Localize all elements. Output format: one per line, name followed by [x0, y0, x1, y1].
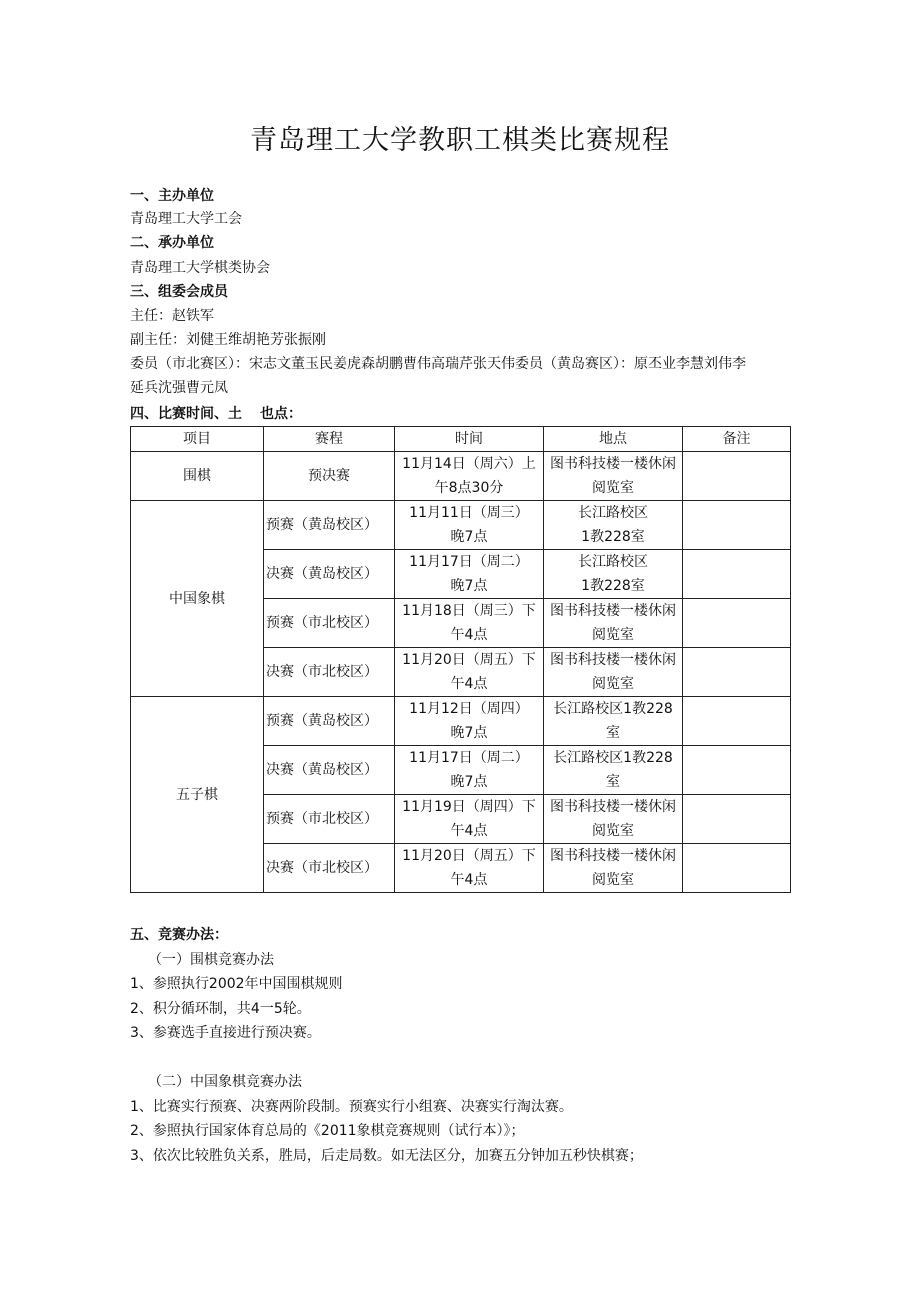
place-line1: 图书科技楼一楼休闲	[550, 799, 676, 815]
stage-cell: 决赛（黄岛校区）	[264, 550, 395, 599]
time-line1: 11月19日（周四）下	[402, 799, 536, 815]
remark-cell	[683, 844, 791, 893]
time-cell	[395, 501, 544, 550]
place-line2: 阅览室	[592, 823, 634, 839]
place-line2: 阅览室	[592, 480, 634, 496]
weiqi-rules-title: （一）围棋竞赛办法	[148, 952, 274, 968]
time-line2: 午8点30分	[434, 480, 504, 496]
time-cell	[395, 648, 544, 697]
header-remark: 备注	[683, 427, 791, 452]
place-cell	[544, 697, 683, 746]
place-line1: 图书科技楼一楼休闲	[550, 652, 676, 668]
place-cell	[544, 501, 683, 550]
section-4-heading-part2: 也点：	[260, 406, 302, 422]
header-project: 项目	[131, 427, 264, 452]
header-stage: 赛程	[264, 427, 395, 452]
section-1-content: 青岛理工大学工会	[130, 211, 242, 227]
place-cell	[544, 844, 683, 893]
place-line2: 阅览室	[592, 872, 634, 888]
stage-cell: 决赛（市北校区）	[264, 844, 395, 893]
place-cell	[544, 452, 683, 501]
place-line1: 图书科技楼一楼休闲	[550, 603, 676, 619]
time-line1: 11月20日（周五）下	[402, 848, 536, 864]
section-5-heading: 五、竞赛办法：	[130, 927, 228, 943]
time-line1: 11月14日（周六）上	[402, 456, 536, 472]
time-line1: 11月20日（周五）下	[402, 652, 536, 668]
time-cell	[395, 599, 544, 648]
table-header-row	[131, 427, 791, 452]
time-line2: 晚7点	[450, 774, 488, 790]
place-cell	[544, 648, 683, 697]
xiangqi-rule-2: 2、参照执行国家体育总局的《2011象棋竞赛规则（试行本）》；	[130, 1123, 525, 1139]
place-line2: 1教228室	[581, 578, 645, 594]
remark-cell	[683, 697, 791, 746]
remark-cell	[683, 795, 791, 844]
stage-cell: 预决赛	[264, 452, 395, 501]
table-row	[131, 501, 791, 550]
stage-cell: 预赛（市北校区）	[264, 795, 395, 844]
section-4-heading-part1: 四、比赛时间、土	[130, 406, 242, 422]
place-line2: 阅览室	[592, 676, 634, 692]
place-line1: 长江路校区	[578, 554, 648, 570]
place-line1: 长江路校区	[578, 505, 648, 521]
section-4-heading	[130, 404, 302, 424]
time-line2: 晚7点	[450, 725, 488, 741]
section-2-heading: 二、承办单位	[130, 235, 214, 251]
header-place: 地点	[544, 427, 683, 452]
place-line2: 阅览室	[592, 627, 634, 643]
time-cell	[395, 795, 544, 844]
time-cell	[395, 746, 544, 795]
time-cell	[395, 550, 544, 599]
stage-cell: 预赛（黄岛校区）	[264, 697, 395, 746]
xiangqi-rules-title: （二）中国象棋竞赛办法	[148, 1074, 302, 1090]
time-line1: 11月11日（周三）	[409, 505, 529, 521]
project-xiangqi: 中国象棋	[131, 501, 264, 697]
committee-members-line2: 延兵沈强曹元凤	[130, 380, 228, 396]
header-time: 时间	[395, 427, 544, 452]
committee-vice-directors: 副主任：刘健王维胡艳芳张振刚	[130, 332, 326, 348]
place-line1: 长江路校区1教228	[553, 701, 673, 717]
xiangqi-rule-1: 1、比赛实行预赛、决赛两阶段制。预赛实行小组赛、决赛实行淘汰赛。	[130, 1099, 573, 1115]
time-line2: 午4点	[450, 823, 488, 839]
time-line1: 11月17日（周二）	[409, 750, 529, 766]
time-cell	[395, 452, 544, 501]
remark-cell	[683, 501, 791, 550]
section-3-heading: 三、组委会成员	[130, 284, 228, 300]
stage-cell: 预赛（黄岛校区）	[264, 501, 395, 550]
time-line2: 午4点	[450, 872, 488, 888]
time-line1: 11月18日（周三）下	[402, 603, 536, 619]
place-line2: 室	[606, 725, 620, 741]
table-row	[131, 697, 791, 746]
time-line2: 晚7点	[450, 578, 488, 594]
time-line1: 11月17日（周二）	[409, 554, 529, 570]
place-cell	[544, 746, 683, 795]
project-wuziqi: 五子棋	[131, 697, 264, 893]
stage-cell: 决赛（黄岛校区）	[264, 746, 395, 795]
place-line1: 长江路校区1教228	[553, 750, 673, 766]
remark-cell	[683, 599, 791, 648]
time-cell	[395, 697, 544, 746]
place-cell	[544, 599, 683, 648]
table-row	[131, 452, 791, 501]
time-line1: 11月12日（周四）	[409, 701, 529, 717]
section-2-content: 青岛理工大学棋类协会	[130, 260, 270, 276]
weiqi-rule-2: 2、积分循环制，共4一5轮。	[130, 1001, 311, 1017]
remark-cell	[683, 550, 791, 599]
page-title: 青岛理工大学教职工棋类比赛规程	[250, 125, 670, 156]
place-line1: 图书科技楼一楼休闲	[550, 848, 676, 864]
schedule-table	[130, 426, 791, 893]
stage-cell: 决赛（市北校区）	[264, 648, 395, 697]
time-line2: 午4点	[450, 627, 488, 643]
weiqi-rule-1: 1、参照执行2002年中国围棋规则	[130, 976, 343, 992]
place-cell	[544, 795, 683, 844]
weiqi-rule-3: 3、参赛选手直接进行预决赛。	[130, 1025, 321, 1041]
section-1-heading: 一、主办单位	[130, 188, 214, 204]
remark-cell	[683, 746, 791, 795]
place-cell	[544, 550, 683, 599]
place-line1: 图书科技楼一楼休闲	[550, 456, 676, 472]
place-line2: 室	[606, 774, 620, 790]
committee-members-line1: 委员（市北赛区）：宋志文董玉民姜虎森胡鹏曹伟高瑞芹张天伟委员（黄岛赛区）：原丕业李慧刘伟李	[130, 356, 746, 372]
project-weiqi: 围棋	[131, 452, 264, 501]
xiangqi-rule-3: 3、依次比较胜负关系，胜局，后走局数。如无法区分，加赛五分钟加五秒快棋赛；	[130, 1148, 643, 1164]
remark-cell	[683, 452, 791, 501]
time-line2: 晚7点	[450, 529, 488, 545]
stage-cell: 预赛（市北校区）	[264, 599, 395, 648]
time-line2: 午4点	[450, 676, 488, 692]
committee-director: 主任：赵铁军	[130, 308, 214, 324]
place-line2: 1教228室	[581, 529, 645, 545]
remark-cell	[683, 648, 791, 697]
time-cell	[395, 844, 544, 893]
